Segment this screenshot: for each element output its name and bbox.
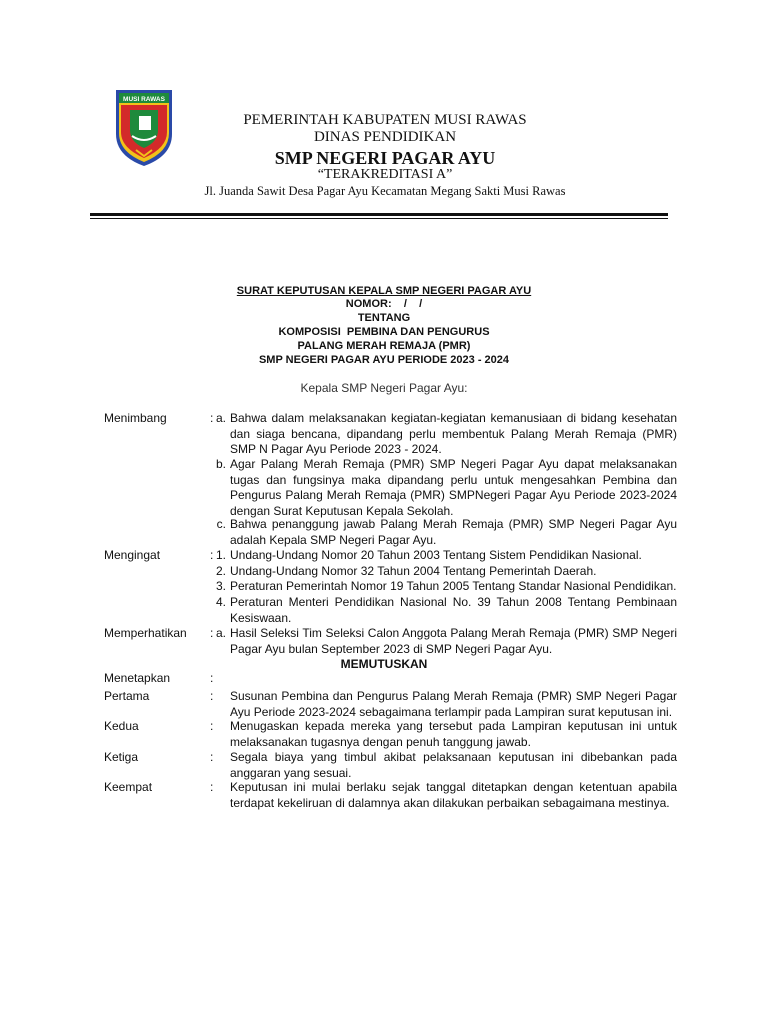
kedua-colon: : — [210, 719, 214, 733]
list-item: Peraturan Pemerintah Nomor 19 Tahun 2005 Tentang Standar Nasional Pendidikan. — [230, 579, 677, 593]
letterhead-government: PEMERINTAH KABUPATEN MUSI RAWAS — [243, 112, 527, 128]
decree-subject-2: PALANG MERAH REMAJA (PMR) — [297, 340, 471, 352]
list-marker: 4. — [215, 595, 226, 609]
letterhead-school-name: SMP NEGERI PAGAR AYU — [274, 148, 496, 168]
decree-about: TENTANG — [357, 312, 411, 324]
keempat-colon: : — [210, 780, 214, 794]
letterhead-divider-thin — [90, 218, 668, 219]
letterhead-divider-thick — [90, 213, 668, 216]
list-marker: a. — [215, 411, 226, 425]
pertama-colon: : — [210, 689, 214, 703]
decree-number: NOMOR: / / — [345, 298, 423, 310]
keempat-label: Keempat — [104, 780, 153, 794]
kedua-text: Menugaskan kepada mereka yang tersebut pada Lampiran keputusan ini untuk melaksanakan tugasnya dengan penuh tanggung jawab. — [230, 719, 677, 749]
menetapkan-label: Menetapkan — [104, 671, 171, 685]
memutuskan-heading: MEMUTUSKAN — [340, 657, 428, 671]
letterhead-address: Jl. Juanda Sawit Desa Pagar Ayu Kecamatan Megang Sakti Musi Rawas — [204, 184, 566, 198]
greeting: Kepala SMP Negeri Pagar Ayu: — [300, 381, 468, 395]
list-item: Undang-Undang Nomor 32 Tahun 2004 Tentang Pemerintah Daerah. — [230, 564, 597, 578]
svg-text:MUSI RAWAS: MUSI RAWAS — [123, 96, 165, 103]
mengingat-label: Mengingat — [104, 548, 161, 562]
letterhead-accreditation: “TERAKREDITASI A” — [317, 167, 453, 182]
memperhatikan-label: Memperhatikan — [104, 626, 187, 640]
list-item: Hasil Seleksi Tim Seleksi Calon Anggota Palang Merah Remaja (PMR) SMP Negeri Pagar Ayu bulan September 2023 di SMP Negeri Pagar Ayu. — [230, 626, 677, 656]
letterhead-department: DINAS PENDIDIKAN — [313, 129, 457, 145]
menimbang-colon: : — [210, 411, 214, 425]
ketiga-text: Segala biaya yang timbul akibat pelaksanaan keputusan ini dibebankan pada anggaran yang sesuai. — [230, 750, 677, 780]
list-marker: c. — [216, 517, 226, 531]
pertama-label: Pertama — [104, 689, 150, 703]
list-marker: b. — [215, 457, 226, 471]
ketiga-colon: : — [210, 750, 214, 764]
decree-title: SURAT KEPUTUSAN KEPALA SMP NEGERI PAGAR AYU — [236, 285, 532, 297]
mengingat-colon: : — [210, 548, 214, 562]
memperhatikan-colon: : — [210, 626, 214, 640]
list-marker: a. — [215, 626, 226, 640]
kedua-label: Kedua — [104, 719, 139, 733]
list-item: Bahwa dalam melaksanakan kegiatan-kegiatan kemanusiaan di bidang kesehatan dan siaga bencana, dipandang perlu membentuk Palang Merah Remaja (PMR) SMP N Pagar Ayu Periode 2023 - 2024. — [230, 411, 677, 456]
list-item: Peraturan Menteri Pendidikan Nasional No. 39 Tahun 2008 Tentang Pembinaan Kesiswaan. — [230, 595, 677, 625]
list-marker: 2. — [215, 564, 226, 578]
list-item: Undang-Undang Nomor 20 Tahun 2003 Tentang Sistem Pendidikan Nasional. — [230, 548, 642, 562]
list-marker: 1. — [215, 548, 226, 562]
list-item: Agar Palang Merah Remaja (PMR) SMP Negeri Pagar Ayu dapat melaksanakan tugas dan fungsinya maka dipandang perlu untuk mengesahkan Pembina dan Pengurus Palang Merah Remaja (PMR) SMPNegeri Pagar Ayu Periode 2023-2024 dengan Surat Keputusan Kepala Sekolah. — [230, 457, 677, 518]
menimbang-label: Menimbang — [104, 411, 167, 425]
ketiga-label: Ketiga — [104, 750, 139, 764]
list-marker: 3. — [215, 579, 226, 593]
decree-subject-1: KOMPOSISI PEMBINA DAN PENGURUS — [278, 326, 490, 338]
pertama-text: Susunan Pembina dan Pengurus Palang Merah Remaja (PMR) SMP Negeri Pagar Ayu Periode 2023-2024 sebagaimana terlampir pada Lampiran surat keputusan ini. — [230, 689, 677, 719]
decree-subject-3: SMP NEGERI PAGAR AYU PERIODE 2023 - 2024 — [258, 354, 510, 366]
list-item: Bahwa penanggung jawab Palang Merah Remaja (PMR) SMP Negeri Pagar Ayu adalah Kepala SMP Negeri Pagar Ayu. — [230, 517, 677, 547]
keempat-text: Keputusan ini mulai berlaku sejak tanggal ditetapkan dengan ketentuan apabila terdapat kekeliruan di dalamnya akan dilakukan perbaikan sebagaimana mestinya. — [230, 780, 677, 810]
menetapkan-colon: : — [210, 671, 214, 685]
